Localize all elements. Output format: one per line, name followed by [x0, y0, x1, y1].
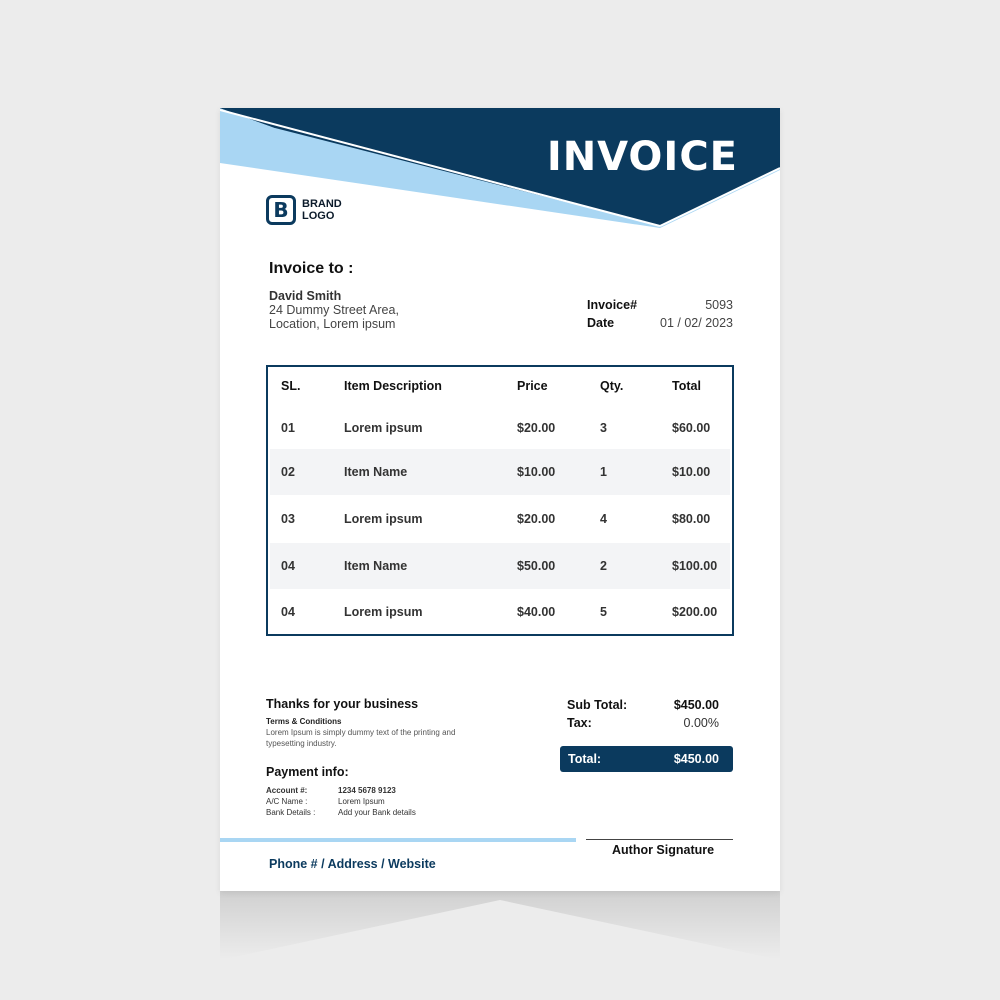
terms-heading: Terms & Conditions: [266, 717, 342, 726]
cell-total: $200.00: [672, 605, 718, 619]
logo-text: [302, 198, 346, 222]
subtotal-row: [567, 698, 719, 716]
table-row: [268, 405, 732, 451]
cell-description: Lorem ipsum: [344, 605, 423, 619]
thanks-message: Thanks for your business: [266, 697, 419, 711]
paper-shadow: [220, 880, 780, 970]
client-address-line-1: 24 Dummy Street Area,: [269, 303, 399, 317]
totals-summary: [567, 698, 719, 734]
invoice-date-row: [587, 316, 733, 334]
tax-label: Tax:: [567, 716, 592, 730]
table-row: [270, 449, 730, 495]
logo-line-2: LOGO: [302, 210, 335, 222]
grand-total-label: Total:: [568, 752, 602, 766]
client-address: [269, 289, 399, 331]
invoice-date-value: 01 / 02/ 2023: [660, 316, 733, 330]
grand-total-value: $450.00: [673, 752, 719, 766]
account-name-row: [266, 796, 416, 807]
author-signature-label: Author Signature: [612, 843, 715, 857]
tax-row: [567, 716, 719, 734]
bank-details-label: Bank Details :: [266, 808, 316, 817]
logo-mark: B: [266, 195, 296, 225]
footer-accent-line: [220, 838, 576, 842]
account-value: 1234 5678 9123: [338, 786, 396, 795]
table-row: [268, 496, 732, 542]
cell-price: $50.00: [517, 559, 556, 573]
cell-description: Lorem ipsum: [344, 421, 423, 435]
cell-qty: 2: [600, 559, 607, 573]
header-sl: SL.: [281, 379, 301, 393]
cell-total: $100.00: [672, 559, 718, 573]
cell-price: $20.00: [517, 421, 556, 435]
header-price: Price: [517, 379, 548, 393]
brand-logo: [266, 195, 346, 225]
invoice-meta: [587, 298, 733, 334]
cell-price: $40.00: [517, 605, 556, 619]
payment-details: [266, 785, 416, 818]
cell-sl: 02: [281, 465, 295, 479]
table-row: [270, 543, 730, 589]
account-label: Account #:: [266, 786, 308, 795]
cell-total: $60.00: [672, 421, 711, 435]
cell-price: $20.00: [517, 512, 556, 526]
invoice-number-label: Invoice#: [587, 298, 638, 312]
grand-total-bar: [560, 746, 733, 772]
cell-sl: 04: [281, 559, 295, 573]
header-total: Total: [672, 379, 701, 393]
cell-qty: 4: [600, 512, 607, 526]
header-qty: Qty.: [600, 379, 624, 393]
bank-details-row: [266, 807, 416, 818]
cell-qty: 1: [600, 465, 607, 479]
cell-qty: 3: [600, 421, 607, 435]
invoice-to-heading: Invoice to :: [269, 260, 354, 277]
terms-text: Lorem Ipsum is simply dummy text of the printing and typesetting industry.: [266, 728, 456, 748]
client-address-line-2: Location, Lorem ipsum: [269, 317, 396, 331]
table-header: [268, 367, 732, 405]
invoice-number-value: 5093: [705, 298, 733, 312]
account-name-label: A/C Name :: [266, 797, 308, 806]
payment-heading: Payment info:: [266, 765, 349, 779]
header-description: Item Description: [344, 379, 442, 393]
bank-details-value: Add your Bank details: [338, 808, 416, 817]
cell-sl: 01: [281, 421, 295, 435]
cell-description: Lorem ipsum: [344, 512, 423, 526]
cell-total: $80.00: [672, 512, 711, 526]
cell-sl: 03: [281, 512, 295, 526]
subtotal-label: Sub Total:: [567, 698, 628, 712]
cell-qty: 5: [600, 605, 607, 619]
table-row: [268, 589, 732, 635]
cell-description: Item Name: [344, 559, 408, 573]
signature-line: [586, 839, 733, 840]
invoice-title: INVOICE: [546, 134, 738, 180]
tax-value: 0.00%: [683, 716, 719, 730]
cell-description: Item Name: [344, 465, 408, 479]
contact-line: Phone # / Address / Website: [269, 857, 436, 871]
subtotal-value: $450.00: [673, 698, 719, 712]
cell-price: $10.00: [517, 465, 556, 479]
invoice-page: [220, 108, 780, 891]
items-table: [266, 365, 734, 636]
invoice-number-row: [587, 298, 733, 316]
client-name: David Smith: [269, 289, 342, 303]
invoice-date-label: Date: [587, 316, 615, 330]
cell-sl: 04: [281, 605, 295, 619]
account-row: [266, 785, 416, 796]
account-name-value: Lorem Ipsum: [338, 797, 385, 806]
logo-line-1: BRAND: [302, 198, 342, 210]
cell-total: $10.00: [672, 465, 711, 479]
